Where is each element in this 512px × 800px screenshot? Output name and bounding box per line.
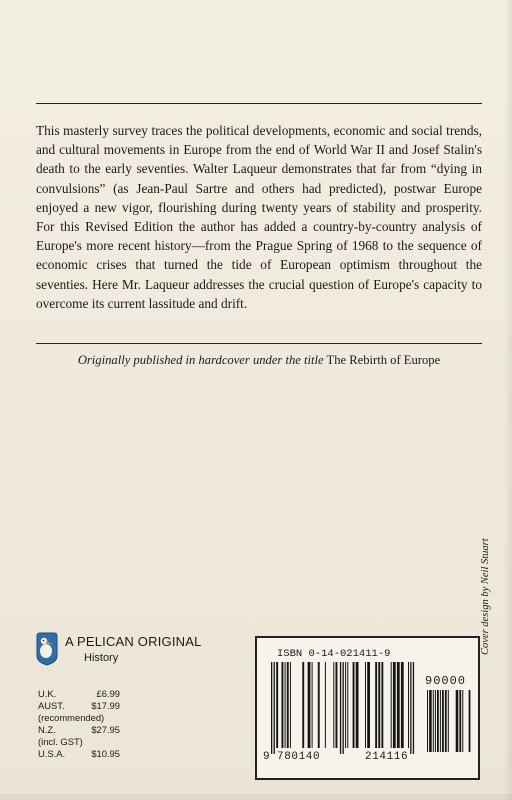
price-label: U.K.	[38, 688, 57, 699]
ean-right-digits: 214116	[365, 751, 409, 763]
price-row-recommended	[38, 712, 120, 724]
price-row-uk	[38, 688, 120, 700]
ean-first-digit: 9	[263, 751, 270, 763]
price-row-aust	[38, 700, 120, 712]
cover-edge-shadow	[504, 0, 512, 800]
blurb-text: This masterly survey traces the political developments, economic and social trends, and cultural movements in Europe from the end of World War II and Josef Stalin's death to the early seventies. Walter Laqueur demonstrates that far from “dying in convulsions” (as Jean-Paul Sartre and others had predicted), postwar Europe enjoyed a new vigor, flourishing during twenty years of stability and prosperity. For this Revised Edition the author has added a country-by-country analysis of Europe's more recent history—from the Prague Spring of 1968 to the sequence of economic crises that turned the tide of European optimism throughout the seventies. Here Mr. Laqueur addresses the crucial question of Europe's capacity to overcome its current lassitude and drift.	[36, 123, 482, 311]
price-label: AUST.	[38, 700, 65, 711]
pelican-logo-icon	[34, 632, 60, 666]
original-title-prefix: Originally published in hardcover under the title	[77, 353, 324, 367]
original-title-note	[36, 352, 482, 368]
price-value: $10.95	[91, 748, 120, 759]
barcode-panel	[255, 636, 480, 780]
top-divider	[36, 103, 482, 104]
price-row-usa	[38, 748, 120, 760]
price-value: $17.99	[91, 700, 120, 711]
price-label: N.Z.	[38, 724, 56, 735]
bottom-divider	[36, 343, 482, 344]
price-value: $27.95	[91, 724, 120, 735]
barcode-addon-digits: 90000	[425, 674, 467, 688]
price-label: U.S.A.	[38, 748, 66, 759]
price-row-nz	[38, 724, 120, 736]
cover-bottom-shadow	[0, 794, 512, 800]
ean-left-digits: 780140	[277, 751, 321, 763]
imprint-line: A PELICAN ORIGINAL	[65, 634, 202, 649]
category-label: History	[84, 652, 119, 664]
price-note: (recommended)	[38, 712, 105, 723]
price-note: (incl. GST)	[38, 736, 83, 747]
price-value: £6.99	[96, 688, 120, 699]
cover-design-credit: Cover design by Neil Stuart	[480, 538, 491, 655]
price-row-gst	[38, 736, 120, 748]
price-list	[38, 688, 120, 760]
isbn-text: ISBN 0-14-021411-9	[277, 648, 391, 660]
original-title: The Rebirth of Europe	[326, 353, 441, 367]
